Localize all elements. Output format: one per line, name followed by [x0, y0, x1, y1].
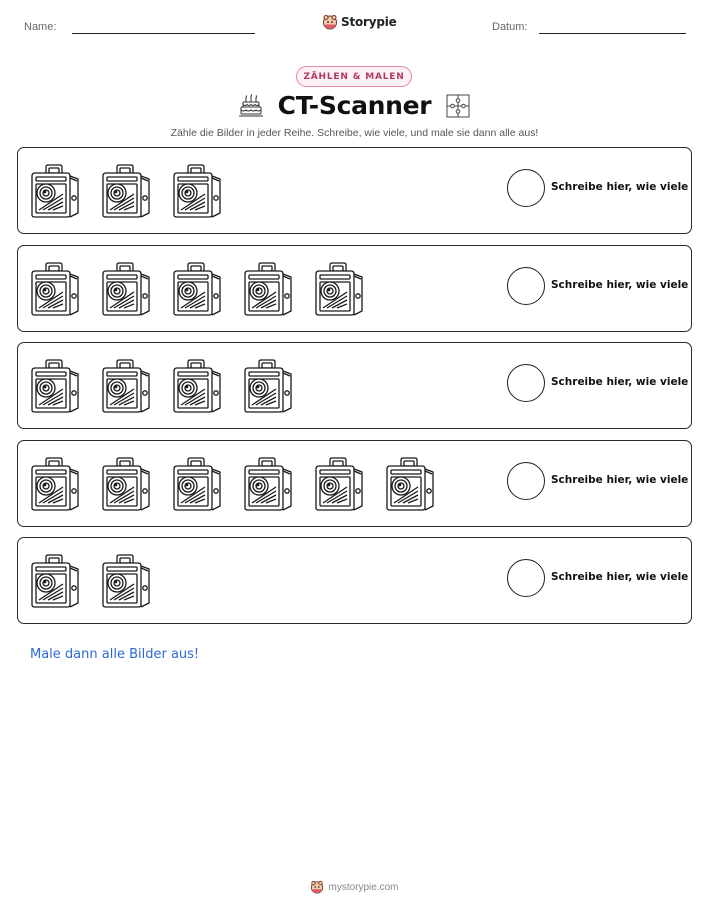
instruction-text: Zähle die Bilder in jeder Reihe. Schreibe, wie viele, und male sie dann alle aus! [170, 127, 539, 139]
camera-icon [171, 456, 223, 512]
count-row-5 [17, 537, 692, 624]
camera-icon [242, 261, 294, 317]
picture-group [29, 441, 436, 526]
camera-icon [29, 358, 81, 414]
camera-icon [171, 261, 223, 317]
answer-label: Schreibe hier, wie viele [551, 474, 689, 486]
footer-note: Male dann alle Bilder aus! [30, 647, 200, 662]
camera-icon [100, 358, 152, 414]
date-line[interactable] [539, 33, 686, 34]
date-label: Datum: [492, 21, 528, 33]
camera-icon [29, 553, 81, 609]
picture-group [29, 538, 152, 623]
brand-name: Storypie [341, 15, 397, 29]
count-row-2 [17, 245, 692, 332]
camera-icon [100, 163, 152, 219]
camera-icon [29, 163, 81, 219]
name-label: Name: [24, 21, 57, 33]
site-footer [0, 880, 709, 894]
answer-label: Schreibe hier, wie viele [551, 571, 689, 583]
brand [322, 14, 397, 30]
answer-circle[interactable] [507, 169, 545, 207]
count-row-3 [17, 342, 692, 429]
site-url: mystorypie.com [328, 881, 399, 893]
birthday-cake-icon [238, 93, 264, 119]
answer-circle[interactable] [507, 364, 545, 402]
answer-circle[interactable] [507, 559, 545, 597]
picture-group [29, 148, 223, 233]
storypie-logo-icon [322, 14, 338, 30]
title-row [0, 91, 709, 120]
name-line[interactable] [72, 33, 255, 34]
camera-icon [313, 456, 365, 512]
camera-icon [384, 456, 436, 512]
answer-label: Schreibe hier, wie viele [551, 279, 689, 291]
picture-group [29, 246, 365, 331]
answer-circle[interactable] [507, 462, 545, 500]
picture-group [29, 343, 294, 428]
camera-icon [242, 456, 294, 512]
category-badge: ZÄHLEN & MALEN [296, 66, 412, 87]
camera-icon [100, 456, 152, 512]
camera-icon [242, 358, 294, 414]
count-row-1 [17, 147, 692, 234]
storypie-logo-icon [310, 880, 324, 894]
page-title: CT-Scanner [277, 91, 432, 120]
answer-circle[interactable] [507, 267, 545, 305]
camera-icon [171, 358, 223, 414]
answer-label: Schreibe hier, wie viele [551, 181, 689, 193]
answer-label: Schreibe hier, wie viele [551, 376, 689, 388]
camera-icon [29, 456, 81, 512]
count-row-4 [17, 440, 692, 527]
camera-icon [313, 261, 365, 317]
camera-icon [100, 553, 152, 609]
puzzle-icon [445, 93, 471, 119]
camera-icon [100, 261, 152, 317]
camera-icon [171, 163, 223, 219]
camera-icon [29, 261, 81, 317]
